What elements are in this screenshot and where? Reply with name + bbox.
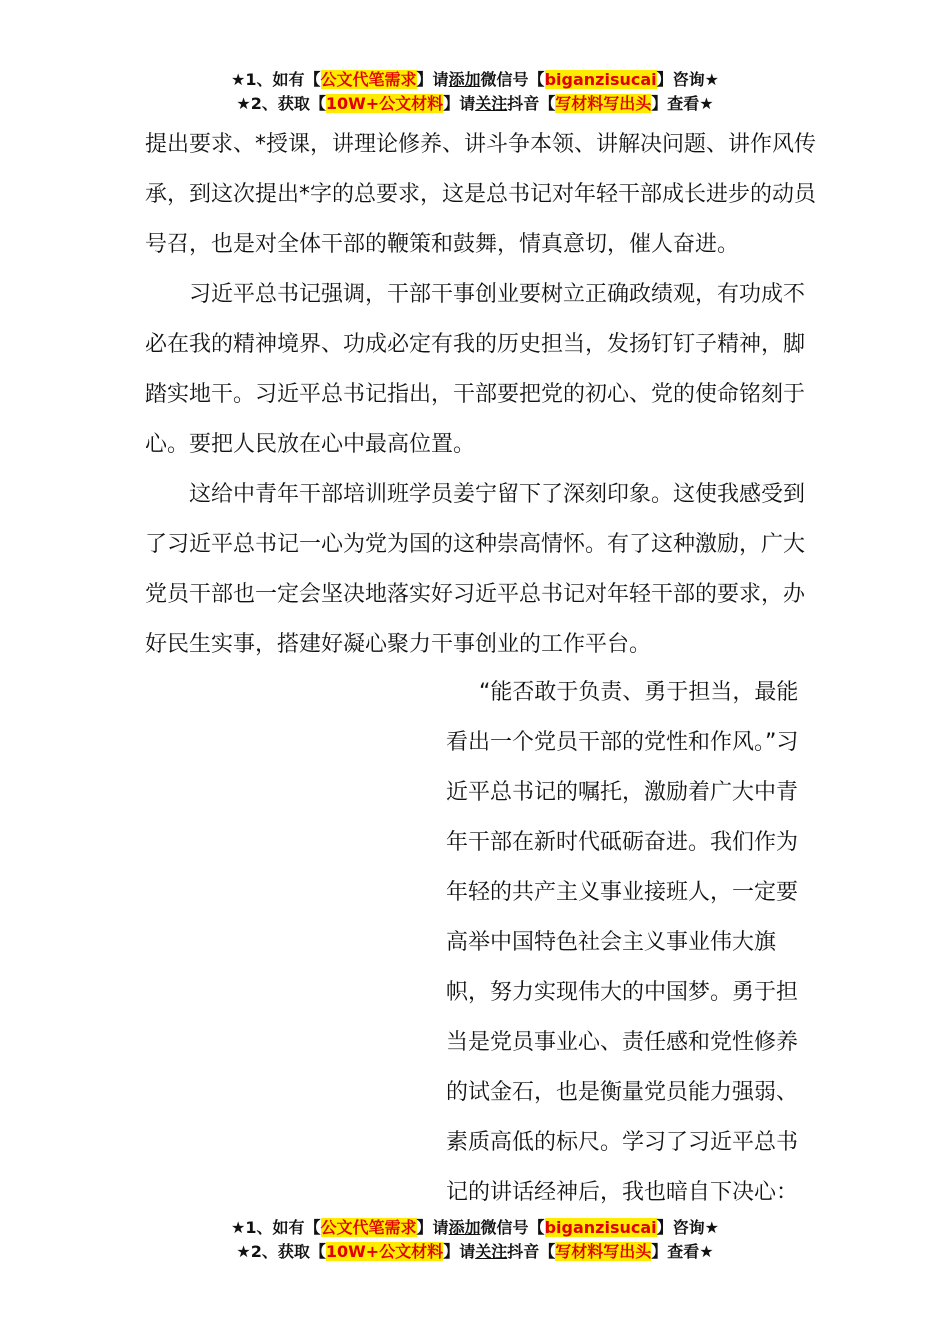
banner-highlight: 10W+公文材料 bbox=[325, 94, 444, 113]
banner-highlight: 公文代笔需求 bbox=[320, 70, 417, 89]
banner-highlight: 10W+公文材料 bbox=[325, 1242, 444, 1261]
paragraph-2: 习近平总书记强调，干部干事创业要树立正确政绩观，有功成不必在我的精神境界、功成必定有我的历史担当，发扬钉钉子精神，脚踏实地干。习近平总书记指出，干部要把党的初心、党的使命铭刻于心。要把人民放在心中最高位置。 bbox=[145, 282, 806, 457]
footer-banner bbox=[0, 1216, 950, 1264]
banner-text: 微信号【 bbox=[480, 70, 545, 89]
document-body bbox=[145, 120, 825, 670]
banner-text: ★1、如有【 bbox=[231, 1218, 321, 1237]
banner-text: 】请 bbox=[443, 94, 476, 113]
quote-paragraph: “能否敢于负责、勇于担当，最能看出一个党员干部的党性和作风。”习近平总书记的嘱托，激励着广大中青年干部在新时代砥砺奋进。我们作为年轻的共产主义事业接班人，一定要高举中国特色社会主义事业伟大旗帜，努力实现伟大的中国梦。勇于担当是党员事业心、责任感和党性修养的试金石，也是衡量党员能力强弱、素质高低的标尺。学习了习近平总书记的讲话经神后，我也暗自下决心： bbox=[446, 680, 799, 1205]
paragraph-3: 这给中青年干部培训班学员姜宁留下了深刻印象。这使我感受到了习近平总书记一心为党为国的这种崇高情怀。有了这种激励，广大党员干部也一定会坚决地落实好习近平总书记对年轻干部的要求，办好民生实事，搭建好凝心聚力干事创业的工作平台。 bbox=[145, 482, 806, 657]
banner-text: 】查看★ bbox=[651, 94, 714, 113]
banner-underline: 添加 bbox=[448, 70, 481, 89]
banner-highlight: biganzisucai bbox=[544, 70, 657, 89]
banner-text: 】咨询★ bbox=[656, 70, 719, 89]
banner-line-1 bbox=[0, 1216, 950, 1240]
banner-highlight: 公文代笔需求 bbox=[320, 1218, 417, 1237]
banner-text: 】请 bbox=[416, 70, 449, 89]
banner-text: 】请 bbox=[443, 1242, 476, 1261]
banner-text: ★1、如有【 bbox=[231, 70, 321, 89]
banner-underline: 添加 bbox=[448, 1218, 481, 1237]
banner-line-2 bbox=[0, 92, 950, 116]
header-banner bbox=[0, 68, 950, 116]
banner-text: 】请 bbox=[416, 1218, 449, 1237]
banner-highlight: 写材料写出头 bbox=[555, 1242, 652, 1261]
banner-line-1 bbox=[0, 68, 950, 92]
banner-text: 抖音【 bbox=[507, 1242, 556, 1261]
banner-text: ★2、获取【 bbox=[236, 94, 326, 113]
banner-text: 微信号【 bbox=[480, 1218, 545, 1237]
banner-line-2 bbox=[0, 1240, 950, 1264]
banner-text: 】查看★ bbox=[651, 1242, 714, 1261]
banner-text: 抖音【 bbox=[507, 94, 556, 113]
banner-text: 】咨询★ bbox=[656, 1218, 719, 1237]
banner-underline: 关注 bbox=[475, 1242, 508, 1261]
banner-text: ★2、获取【 bbox=[236, 1242, 326, 1261]
paragraph-1: 提出要求、*授课，讲理论修养、讲斗争本领、讲解决问题、讲作风传承，到这次提出*字的总要求，这是总书记对年轻干部成长进步的动员号召，也是对全体干部的鞭策和鼓舞，情真意切，催人奋进。 bbox=[145, 132, 817, 257]
banner-underline: 关注 bbox=[475, 94, 508, 113]
banner-highlight: biganzisucai bbox=[544, 1218, 657, 1237]
banner-highlight: 写材料写出头 bbox=[555, 94, 652, 113]
